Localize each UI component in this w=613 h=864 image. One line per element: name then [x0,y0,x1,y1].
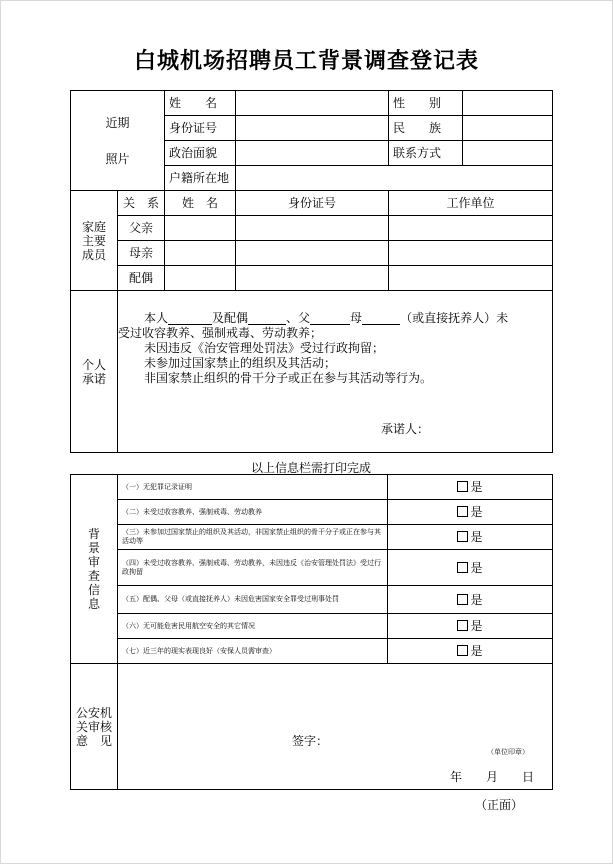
father-id-field[interactable] [236,216,389,241]
promise-line-1: 本人 及配偶 、父 母 （或直接抚养人）未 [144,311,509,325]
checkbox-icon[interactable] [457,531,468,542]
spouse-name-field[interactable] [165,266,236,291]
mother-name-field[interactable] [165,241,236,266]
promise-line-5: 非国家禁止组织的骨干分子或正在参与其活动等行为。 [144,371,433,385]
photo-cell[interactable] [71,91,165,191]
family-header-work: 工作单位 [389,191,553,216]
mother-work-field[interactable] [389,241,553,266]
self-blank[interactable] [168,312,212,325]
family-relation-mother: 母亲 [118,241,165,266]
promise-line-4: 未参加过国家禁止的组织及其活动； [144,356,337,370]
basic-info-table [70,90,553,453]
background-item-4: （四）未受过收容教养、强制戒毒、劳动教养，未因违反《治安管理处罚法》受过行政拘留 [118,550,388,586]
mother-id-field[interactable] [236,241,389,266]
police-section-label: 公安机 关审核 意 见 [71,664,118,790]
contact-field[interactable] [463,141,553,166]
hukou-field[interactable] [236,166,553,191]
promise-signer: 承诺人： [381,422,430,436]
spouse-blank[interactable] [248,312,286,325]
politics-label: 政治面貌 [165,141,236,166]
father-work-field[interactable] [389,216,553,241]
police-opinion-area[interactable] [118,664,553,790]
checkbox-item-3[interactable]: 是 [388,525,553,550]
ethnicity-label: 民 族 [389,116,463,141]
photo-label-2: 照片 [105,151,130,166]
promise-line-3: 未因违反《治安管理处罚法》受过行政拘留； [144,341,385,355]
promise-section-label: 个人 承诺 [71,291,118,453]
police-date-label: 年 月 日 [450,770,535,784]
checkbox-icon[interactable] [457,594,468,605]
checkbox-item-7[interactable]: 是 [388,639,553,664]
promise-line-2: 受过收容教养、强制戒毒、劳动教养； [118,326,323,340]
checkbox-item-2[interactable]: 是 [388,500,553,525]
background-item-3: （三）未参加过国家禁止的组织及其活动，非国家禁止组织的骨干分子或正在参与其活动等 [118,525,388,550]
spouse-work-field[interactable] [389,266,553,291]
ethnicity-field[interactable] [463,116,553,141]
promise-block [118,291,553,453]
checkbox-icon[interactable] [457,562,468,573]
photo-label-1: 近期 [105,115,130,130]
name-field[interactable] [236,91,389,116]
id-field[interactable] [236,116,389,141]
id-label: 身份证号 [165,116,236,141]
gender-label: 性 别 [389,91,463,116]
spouse-id-field[interactable] [236,266,389,291]
checkbox-item-1[interactable]: 是 [388,475,553,500]
family-header-name: 姓 名 [165,191,236,216]
police-sign-label: 签字： [292,734,329,748]
checkbox-icon[interactable] [457,481,468,492]
politics-field[interactable] [236,141,389,166]
checkbox-icon[interactable] [457,506,468,517]
checkbox-item-5[interactable]: 是 [388,586,553,614]
background-item-6: （六）无可能危害民用航空安全的其它情况 [118,614,388,639]
checkbox-icon[interactable] [457,645,468,656]
father-blank[interactable] [310,312,350,325]
checkbox-item-6[interactable]: 是 [388,614,553,639]
father-name-field[interactable] [165,216,236,241]
family-header-id: 身份证号 [236,191,389,216]
family-relation-father: 父亲 [118,216,165,241]
page-side-label: （正面） [475,798,524,812]
family-relation-spouse: 配偶 [118,266,165,291]
form-title: 白城机场招聘员工背景调查登记表 [133,48,479,74]
background-section-label: 背 景 审 查 信 息 [71,475,118,664]
family-section-label: 家庭 主要 成员 [71,191,118,291]
background-item-5: （五）配偶、父母（或直接抚养人）未因危害国家安全罪受过刑事处罚 [118,586,388,614]
background-item-7: （七）近三年的现实表现良好（安保人员需审查） [118,639,388,664]
name-label: 姓 名 [165,91,236,116]
background-item-2: （二）未受过收容教养、强制戒毒、劳动教养 [118,500,388,525]
checkbox-item-4[interactable]: 是 [388,550,553,586]
print-note: 以上信息栏需打印完成 [250,461,371,475]
background-item-1: （一）无犯罪记录证明 [118,475,388,500]
hukou-label: 户籍所在地 [165,166,236,191]
checkbox-icon[interactable] [457,620,468,631]
police-seal-label: （单位印章） [487,748,529,756]
gender-field[interactable] [463,91,553,116]
family-header-relation: 关 系 [118,191,165,216]
mother-blank[interactable] [362,312,400,325]
background-check-table [70,474,553,790]
contact-label: 联系方式 [389,141,463,166]
